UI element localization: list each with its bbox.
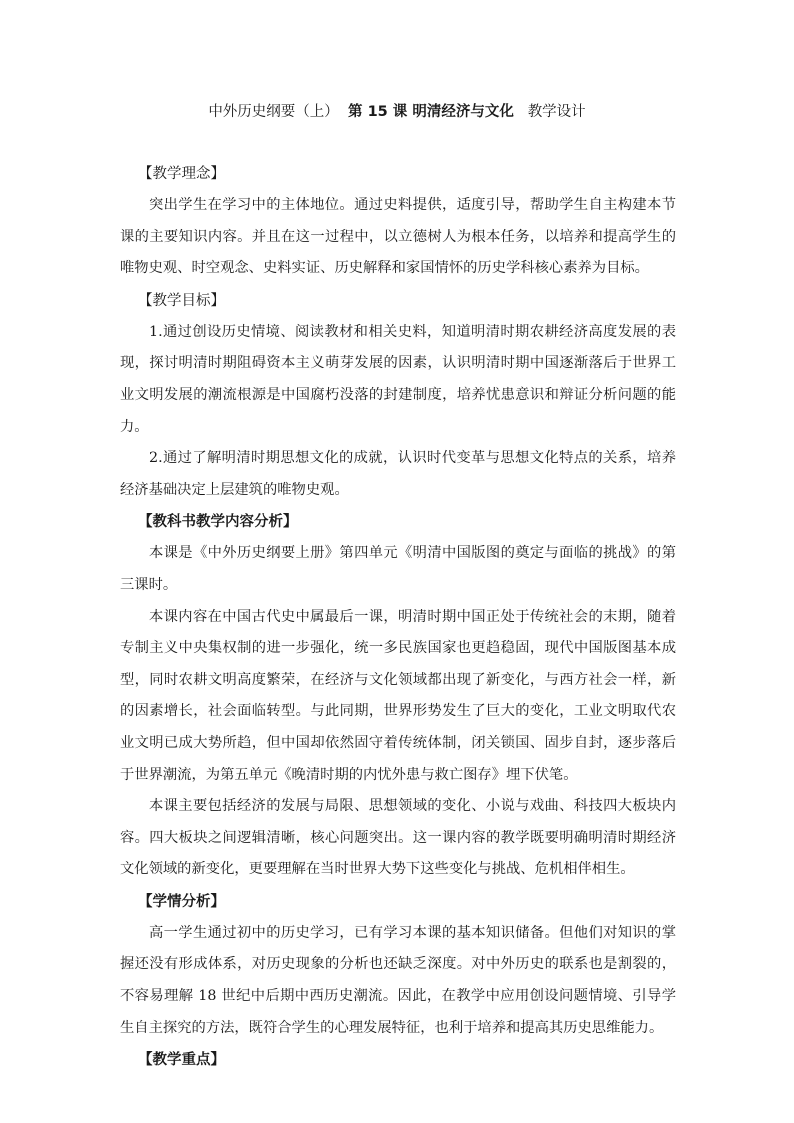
- document-body: [120, 158, 676, 1076]
- section-heading: 【教学目标】: [138, 292, 225, 309]
- title-course: 中外历史纲要（上）: [208, 104, 339, 120]
- section-heading: 【学情分析】: [138, 893, 225, 910]
- section-textbook-analysis: [120, 506, 676, 886]
- paragraph: 2.通过了解明清时期思想文化的成就，认识时代变革与思想文化特点的关系，培养经济基础决定上层建筑的唯物史观。: [120, 450, 676, 498]
- paragraph: 突出学生在学习中的主体地位。通过史料提供，适度引导，帮助学生自主构建本节课的主要知识内容。并且在这一过程中，以立德树人为根本任务，以培养和提高学生的唯物史观、时空观念、史料实证、历史解释和家国情怀的历史学科核心素养为目标。: [120, 197, 676, 277]
- section-teaching-philosophy: [120, 158, 676, 285]
- paragraph: 本课主要包括经济的发展与局限、思想领域的变化、小说与戏曲、科技四大板块内容。四大板块之间逻辑清晰，核心问题突出。这一课内容的教学既要明确明清时期经济文化领域的新变化，更要理解在当时世界大势下这些变化与挑战、危机相伴相生。: [120, 798, 676, 878]
- section-heading: 【教科书教学内容分析】: [138, 514, 298, 531]
- title-type: 教学设计: [527, 104, 586, 120]
- section-teaching-focus: [120, 1044, 676, 1076]
- paragraph: 高一学生通过初中的历史学习，已有学习本课的基本知识储备。但他们对知识的掌握还没有形成体系，对历史现象的分析也还缺乏深度。对中外历史的联系也是割裂的，不容易理解 18 世纪中后期中西历史潮流。因此，在教学中应用创设问题情境、引导学生自主探究的方法，既符合学生的心理发展特征，也利于培养和提高其历史思维能力。: [120, 924, 676, 1036]
- section-heading: 【教学理念】: [138, 166, 225, 182]
- title-lesson: 第 15 课 明清经济与文化: [348, 104, 514, 120]
- section-heading: 【教学重点】: [138, 1052, 225, 1069]
- document-title: [0, 100, 794, 124]
- paragraph: 本课内容在中国古代史中属最后一课，明清时期中国正处于传统社会的末期，随着专制主义中央集权制的进一步强化，统一多民族国家也更趋稳固，现代中国版图基本成型，同时农耕文明高度繁荣，在经济与文化领域都出现了新变化，与西方社会一样，新的因素增长，社会面临转型。与此同期，世界形势发生了巨大的变化，工业文明取代农业文明已成大势所趋，但中国却依然固守着传统体制，闭关锁国、固步自封，逐步落后于世界潮流，为第五单元《晚清时期的内忧外患与救亡图存》埋下伏笔。: [120, 608, 676, 783]
- paragraph: 本课是《中外历史纲要上册》第四单元《明清中国版图的奠定与面临的挑战》的第三课时。: [120, 545, 676, 593]
- section-teaching-objectives: [120, 285, 676, 507]
- section-student-analysis: [120, 886, 676, 1044]
- paragraph: 1.通过创设历史情境、阅读教材和相关史料，知道明清时期农耕经济高度发展的表现，探讨明清时期阻碍资本主义萌芽发展的因素，认识明清时期中国逐渐落后于世界工业文明发展的潮流根源是中国腐朽没落的封建制度，培养忧患意识和辩证分析问题的能力。: [120, 323, 676, 435]
